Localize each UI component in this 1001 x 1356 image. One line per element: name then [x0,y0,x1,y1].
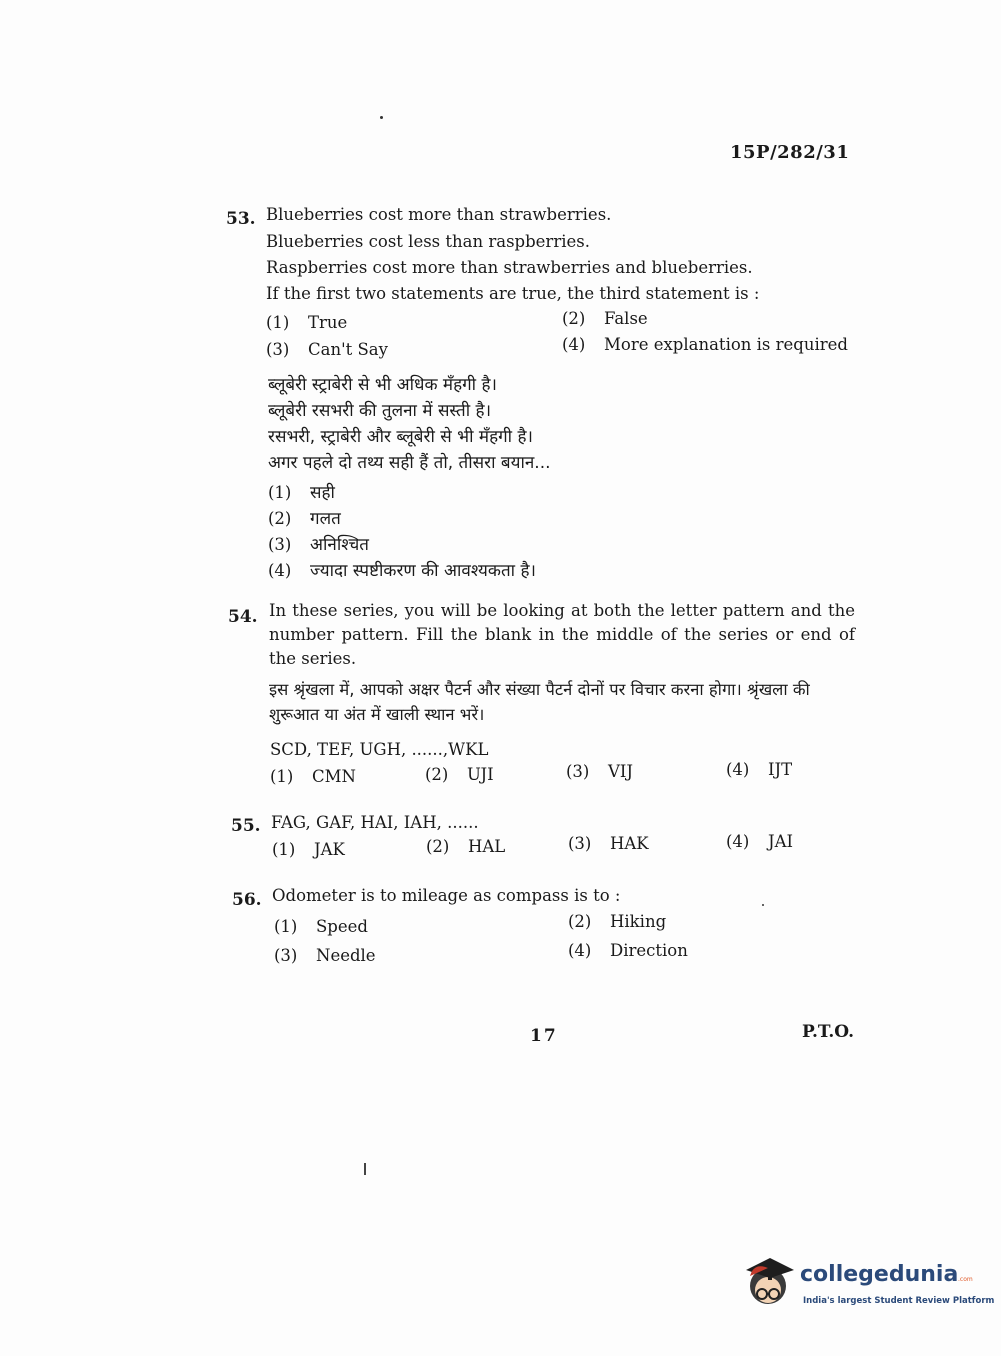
option [425,765,494,784]
option [726,760,792,779]
option [274,946,376,965]
option [568,941,688,960]
hindi-option [268,558,536,581]
option-text: True [308,313,348,332]
option-number: (1) [274,917,298,936]
option-text: HAK [610,834,649,853]
hindi-line: रसभरी, स्ट्राबेरी और ब्लूबेरी से भी मँहगी है। [268,427,533,447]
option-number: (4) [726,760,750,779]
option-text: IJT [768,760,793,779]
question-number: 53. [226,209,256,229]
option-number: (3) [266,340,290,359]
option-number: (3) [268,535,292,554]
scan-speck [762,904,764,906]
option-text: Speed [316,917,368,936]
option-text: JAK [314,840,345,859]
option-number: (2) [426,837,450,856]
option-text: False [604,309,648,328]
option-number: (4) [268,561,292,580]
hindi-option [268,506,341,529]
option-text: CMN [312,767,356,786]
option-number: (3) [274,946,298,965]
option [568,912,666,931]
option-number: (1) [266,313,290,332]
option [266,340,388,359]
pto-label: P.T.O. [802,1022,854,1042]
option-text: सही [310,483,335,503]
option-text: Direction [610,941,688,960]
question-line: Raspberries cost more than strawberries and blueberries. [266,258,753,277]
question-line: If the first two statements are true, the third statement is : [266,284,760,303]
option [426,837,505,856]
question-text: Odometer is to mileage as compass is to : [272,886,621,905]
question-number: 56. [232,890,262,910]
option [562,309,648,328]
option [270,767,356,786]
hindi-option [268,480,335,503]
option [562,335,848,354]
option-text: Needle [316,946,376,965]
series-text: SCD, TEF, UGH, ......,WKL [270,740,489,759]
option-text: अनिश्चित [310,535,369,555]
question-line: Blueberries cost more than strawberries. [266,205,612,224]
option [266,313,347,332]
option [274,917,368,936]
option-number: (2) [568,912,592,931]
option-number: (4) [568,941,592,960]
option-text: गलत [310,509,341,529]
option-number: (4) [562,335,586,354]
option [568,834,649,853]
option-text: HAL [468,837,506,856]
option-number: (3) [568,834,592,853]
question-number: 55. [231,816,261,836]
option-number: (2) [268,509,292,528]
watermark-suffix: .com [958,1276,973,1283]
question-line: Blueberries cost less than raspberries. [266,232,590,251]
option-number: (2) [425,765,449,784]
option-number: (2) [562,309,586,328]
option [726,832,793,851]
hindi-line: ब्लूबेरी स्ट्राबेरी से भी अधिक मँहगी है। [268,375,497,395]
scan-speck [380,116,383,119]
option-text: JAI [768,832,794,851]
question-number: 54. [228,607,258,627]
question-text: In these series, you will be looking at both the letter pattern and the number pattern. Fill the blank in the middle of the series or end of the series. [269,601,855,668]
option-number: (3) [566,762,590,781]
watermark-tagline: India's largest Student Review Platform [803,1296,995,1306]
option-text: ज्यादा स्पष्टीकरण की आवश्यकता है। [310,561,536,581]
option-number: (1) [272,840,296,859]
watermark-name: collegedunia [800,1262,959,1287]
page-number: 17 [530,1026,558,1046]
hindi-line: ब्लूबेरी रसभरी की तुलना में सस्ती है। [268,401,492,421]
option-text: More explanation is required [604,335,848,354]
option-text: VIJ [608,762,634,781]
hindi-line: अगर पहले दो तथ्य सही हैं तो, तीसरा बयान... [268,453,551,473]
option-number: (1) [268,483,292,502]
scan-mark [364,1163,366,1175]
paper-code: 15P/282/31 [730,142,850,163]
hindi-option [268,532,369,555]
series-text: FAG, GAF, HAI, IAH, ...... [271,813,479,832]
option-text: UJI [467,765,494,784]
option-number: (4) [726,832,750,851]
option-text: Hiking [610,912,667,931]
option [272,840,345,859]
option [566,762,633,781]
option-text: Can't Say [308,340,388,359]
hindi-text: इस श्रृंखला में, आपको अक्षर पैटर्न और संख्या पैटर्न दोनों पर विचार करना होगा। श्रृंखला की शुरूआत या अंत में खाली स्थान भरें। [269,680,810,724]
option-number: (1) [270,767,294,786]
